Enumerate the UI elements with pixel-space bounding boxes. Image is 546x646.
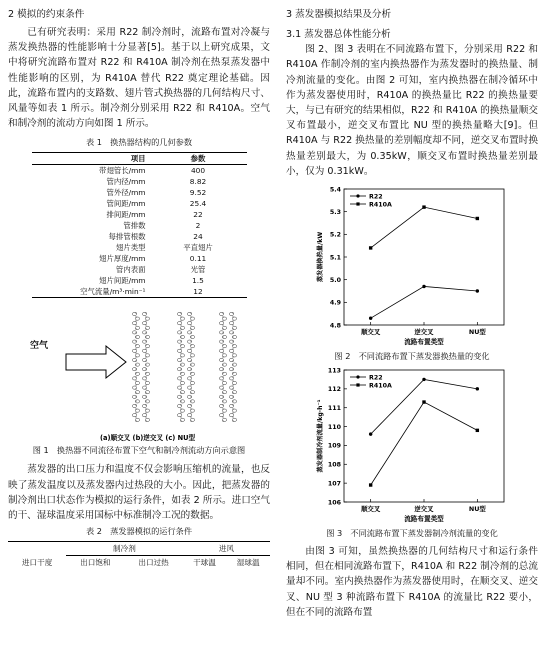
table1-cell-item: 翅片间距/mm (99, 276, 146, 286)
x-tick-label: 顺交叉 (361, 505, 381, 514)
tube-section (190, 345, 194, 348)
table2-col-wetbulb: 湿球温 (236, 558, 260, 568)
figure1-diagram (8, 306, 270, 446)
table2-group-refrigerant: 制冷剂 (66, 542, 182, 556)
tube-section (135, 382, 139, 385)
data-point-r22 (422, 285, 425, 288)
table1-row (32, 176, 247, 187)
x-tick-label: 顺交叉 (361, 328, 381, 337)
table1-row (32, 198, 247, 209)
tube-section (190, 327, 194, 330)
table2-col-saturation: 出口饱和 (80, 558, 111, 568)
table1-cell-value: 9.52 (189, 188, 207, 198)
tube-section (232, 409, 236, 412)
tube-section (145, 317, 149, 320)
figure2-caption: 图 2 不同流路布置下蒸发器换热量的变化 (334, 351, 490, 362)
y-tick-label: 5.0 (329, 276, 341, 284)
table2-col-superheat: 出口过热 (138, 558, 169, 568)
y-tick-label: 107 (327, 480, 341, 488)
table1-cell-item: 管内径/mm (106, 177, 146, 187)
tube-section (180, 354, 184, 357)
table1-row (32, 220, 247, 231)
tube-section (132, 414, 136, 417)
table1-cell-value: 1.5 (192, 276, 204, 286)
table1-cell-item: 空气流量/m³·min⁻¹ (32, 286, 150, 298)
table2-caption: 表 2 蒸发器模拟的运行条件 (85, 526, 193, 537)
tube-section (145, 354, 149, 357)
table1-cell-item: 带翅管长/mm (99, 166, 146, 176)
tube-section (232, 317, 236, 320)
data-point-r410a (476, 217, 479, 220)
paragraph-results: 图 2、图 3 表明在不同流路布置下，分别采用 R22 和 R410A 作制冷剂的室内换热器作为蒸发器时的换热量、制冷剂流量的变化。由图 2 可知，室内换热器在制冷循环中作为蒸发器使用时，R410A 的换热量比 R22 的换热量要大，与已有研究的结果相似，R22 和 R410A 的换热量顺交叉布置最小，逆交叉布置比 NU 型的换热量略大[9]。但 R410A 与 R22 换热量的差别幅度却不同，逆交叉布置时换热量差别最大，为 0.35kW，顺交叉布置时换热量差别最小，仅为 0.31kW。 (286, 44, 538, 177)
tube-section (180, 327, 184, 330)
data-point-r410a (369, 483, 372, 486)
table1-cell-value: 8.82 (189, 177, 207, 187)
tube-section (135, 354, 139, 357)
figure1 (8, 306, 270, 446)
table1-cell-value: 22 (193, 210, 203, 220)
tube-section (180, 317, 184, 320)
table1-cell-value: 25.4 (189, 199, 207, 209)
table1-row (32, 165, 247, 177)
section-title-3: 3 蒸发器模拟结果及分析 (286, 9, 392, 20)
tube-section (135, 317, 139, 320)
tube-section (222, 409, 226, 412)
x-tick-label: NU型 (468, 328, 486, 337)
table1-row (32, 242, 247, 253)
table2-group-air: 进风 (183, 542, 270, 556)
data-point-r22 (476, 387, 479, 390)
table1-header-item: 项目 (32, 153, 150, 165)
chart-heat-transfer (286, 183, 538, 351)
tube-section (142, 322, 146, 325)
data-point-r410a (422, 400, 425, 403)
series-line-r22 (371, 286, 478, 318)
table1-cell-value: 平直翅片 (183, 243, 213, 253)
tube-section (132, 322, 136, 325)
x-axis-label: 流路布置类型 (404, 338, 444, 347)
air-label: 空气 (30, 341, 49, 352)
table1-cell-item: 管排数 (123, 221, 146, 231)
data-point-r22 (476, 289, 479, 292)
tube-section (219, 414, 223, 417)
series-line-r410a (371, 207, 478, 248)
table1-cell-value: 400 (190, 166, 206, 176)
tube-section (232, 382, 236, 385)
figure1-sublabels: (a)顺交叉 (b)逆交叉 (c) NU型 (100, 434, 196, 443)
paragraph-outlet: 蒸发器的出口压力和温度不仅会影响压缩机的流量，也反映了蒸发温度以及蒸发器内过热段的大小。因此，把蒸发器的制冷剂出口状态作为模拟的运行条件，如表 2 所示。进口空气的干、湿球温度采用国标中标准制冷工况的数据。 (8, 464, 270, 522)
tube-section (177, 350, 181, 353)
tube-section (177, 377, 181, 380)
table1-row (32, 264, 247, 275)
table1-row (32, 275, 247, 286)
tube-section (132, 386, 136, 389)
legend-label: R410A (369, 382, 392, 390)
tube-section (142, 377, 146, 380)
tube-section (190, 354, 194, 357)
table1-row (32, 253, 247, 264)
left-column (8, 0, 270, 569)
tube-section (222, 317, 226, 320)
table1-cell-item: 翅片类型 (115, 243, 146, 253)
tube-section (232, 419, 236, 422)
plot-frame (344, 370, 504, 502)
data-point-r410a (476, 429, 479, 432)
tube-section (187, 377, 191, 380)
y-tick-label: 4.8 (329, 322, 341, 330)
y-tick-label: 111 (327, 405, 341, 413)
table1-row (32, 209, 247, 220)
paragraph-flow: 由图 3 可知，虽然换热器的几何结构尺寸和运行条件相同，但在相同流路布置下，R410A 和 R22 制冷剂的总流量却不同。室内换热器作为蒸发器使用时，在顺交叉、逆交叉、NU 型 3 种流路布置下 R410A 的流量比 R22 要小，但在不同的流路布置 (286, 546, 538, 618)
figure1-caption: 图 1 换热器不同流径布置下空气和制冷剂流动方向示意图 (32, 445, 246, 456)
table1-cell-item: 管外径/mm (106, 188, 146, 198)
tube-section (219, 386, 223, 389)
tube-section (232, 354, 236, 357)
table1-cell-value: 0.11 (189, 254, 207, 264)
tube-section (222, 354, 226, 357)
tube-section (232, 327, 236, 330)
y-tick-label: 5.3 (329, 208, 341, 216)
table1-row (32, 231, 247, 242)
tube-section (142, 350, 146, 353)
right-column (286, 0, 538, 620)
y-tick-label: 112 (327, 386, 341, 394)
tube-section (229, 386, 233, 389)
tube-section (219, 377, 223, 380)
tube-section (145, 345, 149, 348)
x-tick-label: 逆交叉 (414, 328, 434, 337)
legend-marker (356, 375, 359, 378)
legend-marker (356, 383, 359, 386)
y-tick-label: 4.9 (329, 299, 341, 307)
table2 (8, 541, 270, 569)
table1-cell-item: 管内表面 (115, 265, 146, 275)
y-tick-label: 109 (327, 442, 341, 450)
y-tick-label: 5.4 (329, 186, 341, 194)
chart-mass-flow (286, 366, 538, 528)
tube-section (222, 419, 226, 422)
tube-section (132, 350, 136, 353)
tube-section (135, 419, 139, 422)
tube-section (142, 386, 146, 389)
paragraph-constraints: 已有研究表明：采用 R22 制冷剂时，流路布置对冷凝与蒸发换热器的性能影响十分显著[5]。基于以上研究成果，文中将研究流路布置对 R22 和 R410A 制冷剂在热泵蒸发器中性能影响的区别，为 R410A 替代 R22 奠定理论基础。因此，流路布置内的支路数、翅片管式换热器的几何结构尺寸、风量等如表 1 所示。制冷剂分别采用 R22 和 R410A。空气和制冷剂的流动方向如图 1 所示。 (8, 27, 270, 130)
tube-section (180, 345, 184, 348)
table1-cell-item: 翅片厚度/mm (99, 254, 146, 264)
table1-cell-value: 光管 (190, 265, 206, 275)
tube-section (187, 322, 191, 325)
tube-section (190, 409, 194, 412)
data-point-r22 (422, 378, 425, 381)
data-point-r410a (422, 205, 425, 208)
y-tick-label: 5.1 (329, 254, 341, 262)
legend-label: R410A (369, 201, 392, 209)
tube-section (190, 382, 194, 385)
series-line-r410a (371, 402, 478, 485)
y-axis-label: 蒸发器制冷剂流量/kg·h⁻¹ (317, 399, 324, 473)
table1-cell-value: 24 (193, 232, 203, 242)
y-tick-label: 113 (327, 367, 341, 375)
legend-label: R22 (369, 374, 383, 382)
table1-row (32, 286, 247, 298)
y-tick-label: 5.2 (329, 231, 341, 239)
data-point-r22 (369, 317, 372, 320)
tube-section (229, 350, 233, 353)
table1-cell-item: 排间距/mm (106, 210, 146, 220)
tube-section (187, 414, 191, 417)
tube-section (142, 414, 146, 417)
tube-section (180, 382, 184, 385)
section-title-2: 2 模拟的约束条件 (8, 9, 85, 20)
table1-cell-item: 每排管根数 (108, 232, 146, 242)
legend-marker (356, 202, 359, 205)
tube-section (232, 345, 236, 348)
tube-section (177, 386, 181, 389)
tube-section (222, 327, 226, 330)
x-tick-label: 逆交叉 (414, 505, 434, 514)
tube-section (132, 377, 136, 380)
y-tick-label: 106 (327, 499, 341, 507)
tube-section (145, 419, 149, 422)
table1-cell-value: 12 (150, 286, 247, 298)
subsection-title-3-1: 3.1 蒸发器总体性能分析 (286, 29, 391, 40)
tube-section (219, 322, 223, 325)
table1-row (32, 187, 247, 198)
tube-section (187, 386, 191, 389)
tube-section (222, 382, 226, 385)
tube-section (135, 409, 139, 412)
tube-section (222, 345, 226, 348)
plot-frame (344, 189, 504, 325)
tube-section (145, 382, 149, 385)
tube-section (180, 409, 184, 412)
tube-section (177, 322, 181, 325)
table2-col-drybulb: 干球温 (193, 558, 216, 568)
tube-section (229, 377, 233, 380)
air-arrow-icon (66, 346, 126, 378)
table1-caption: 表 1 换热器结构的几何参数 (85, 137, 193, 148)
data-point-r410a (369, 246, 372, 249)
tube-section (135, 345, 139, 348)
tube-section (145, 327, 149, 330)
x-axis-label: 流路布置类型 (404, 515, 444, 524)
tube-section (219, 350, 223, 353)
table1-cell-value: 2 (195, 221, 201, 231)
figure3-caption: 图 3 不同流路布置下蒸发器制冷剂流量的变化 (326, 528, 498, 539)
y-tick-label: 108 (327, 461, 341, 469)
tube-section (190, 419, 194, 422)
y-axis-label: 蒸发器换热量/kW (317, 231, 324, 283)
tube-section (145, 409, 149, 412)
data-point-r22 (369, 432, 372, 435)
table1 (32, 152, 247, 298)
table1-header-value: 参数 (150, 153, 247, 165)
tube-section (135, 327, 139, 330)
tube-section (180, 419, 184, 422)
y-tick-label: 110 (327, 423, 341, 431)
legend-marker (356, 194, 359, 197)
legend-label: R22 (369, 193, 383, 201)
table2-row-head: 进口干度 (21, 557, 53, 567)
tube-section (229, 322, 233, 325)
tube-section (229, 414, 233, 417)
table1-cell-item: 管间距/mm (106, 199, 146, 209)
x-tick-label: NU型 (468, 505, 486, 514)
tube-section (190, 317, 194, 320)
tube-section (177, 414, 181, 417)
tube-section (187, 350, 191, 353)
